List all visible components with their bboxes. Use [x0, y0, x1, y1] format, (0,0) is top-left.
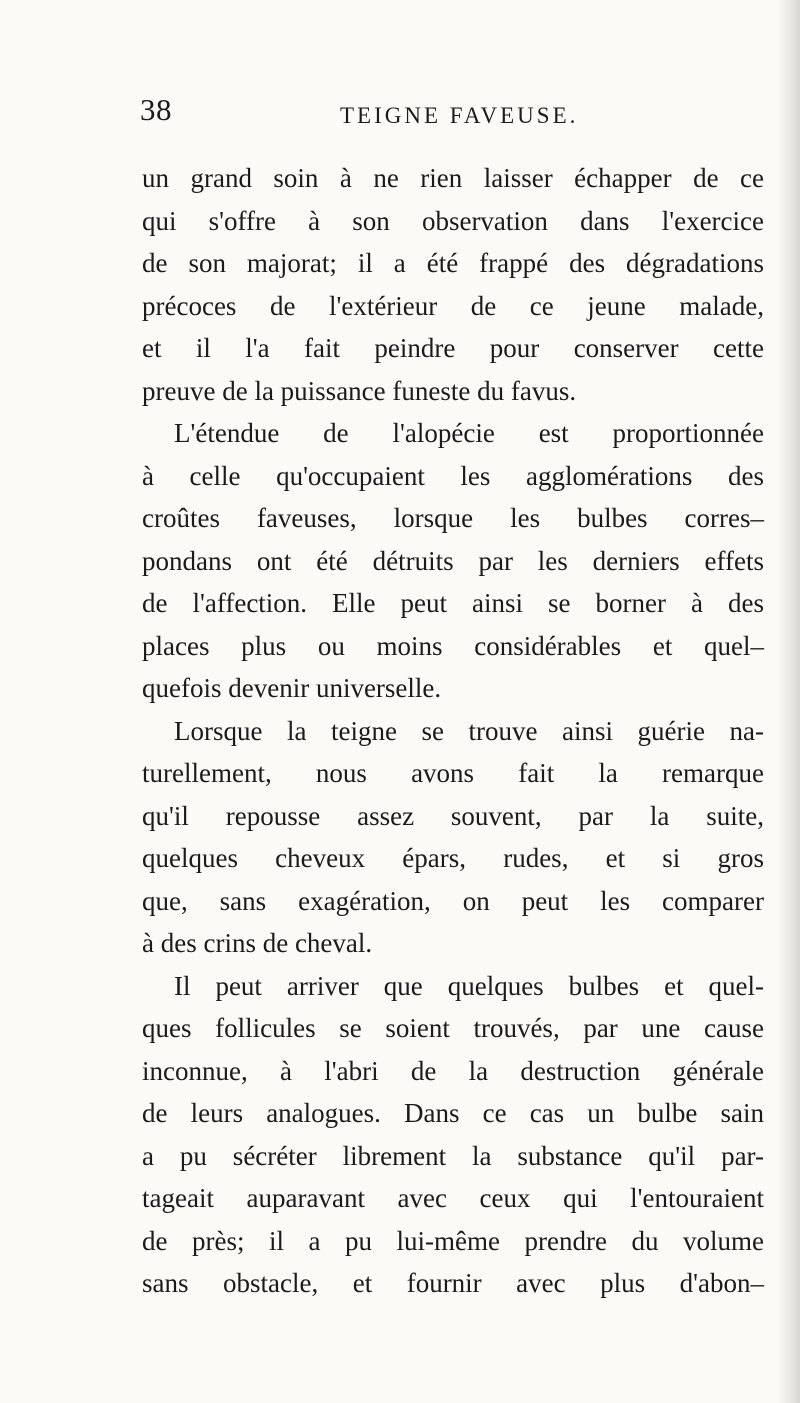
text-line: précoces de l'extérieur de ce jeune malade, — [142, 290, 764, 321]
page-number: 38 — [140, 92, 172, 127]
text-line: inconnue, à l'abri de la destruction générale — [142, 1055, 764, 1086]
body-text — [142, 157, 764, 1305]
text-line: de son majorat; il a été frappé des dégradations — [142, 248, 764, 278]
text-line: et il l'a fait peindre pour conserver cette — [142, 333, 764, 363]
text-line: de l'affection. Elle peut ainsi se borner à des — [142, 588, 764, 618]
text-line: tageait auparavant avec ceux qui l'entouraient — [142, 1183, 764, 1213]
text-line: croûtes faveuses, lorsque les bulbes corres– — [142, 503, 764, 533]
text-line: qui s'offre à son observation dans l'exercice — [142, 205, 764, 236]
text-line: de près; il a pu lui-même prendre du volume — [142, 1225, 764, 1256]
text-line: de leurs analogues. Dans ce cas un bulbe sain — [142, 1098, 764, 1128]
text-line: quefois devenir universelle. — [142, 673, 442, 703]
text-line: Lorsque la teigne se trouve ainsi guérie na- — [174, 715, 764, 746]
text-line: a pu sécréter librement la substance qu'il par- — [142, 1140, 764, 1171]
text-line: preuve de la puissance funeste du favus. — [142, 375, 577, 406]
text-line: Il peut arriver que quelques bulbes et quel- — [174, 970, 764, 1001]
text-line: un grand soin à ne rien laisser échapper de ce — [142, 163, 764, 193]
text-line: L'étendue de l'alopécie est proportionnée — [174, 418, 764, 448]
text-line: sans obstacle, et fournir avec plus d'abon– — [142, 1268, 764, 1298]
text-line: pondans ont été détruits par les derniers effets — [142, 545, 764, 576]
running-title: TEIGNE FAVEUSE. — [340, 103, 579, 128]
text-line: quelques cheveux épars, rudes, et si gros — [142, 843, 764, 873]
text-line: à celle qu'occupaient les agglomérations des — [142, 460, 764, 491]
text-line: à des crins de cheval. — [142, 928, 373, 958]
text-line: turellement, nous avons fait la remarque — [142, 758, 764, 788]
text-line: ques follicules se soient trouvés, par une cause — [142, 1013, 764, 1043]
text-line: qu'il repousse assez souvent, par la suite, — [142, 800, 764, 831]
text-line: que, sans exagération, on peut les comparer — [142, 885, 764, 916]
text-line: places plus ou moins considérables et quel– — [142, 630, 764, 661]
page-edge-shadow — [778, 0, 800, 1403]
